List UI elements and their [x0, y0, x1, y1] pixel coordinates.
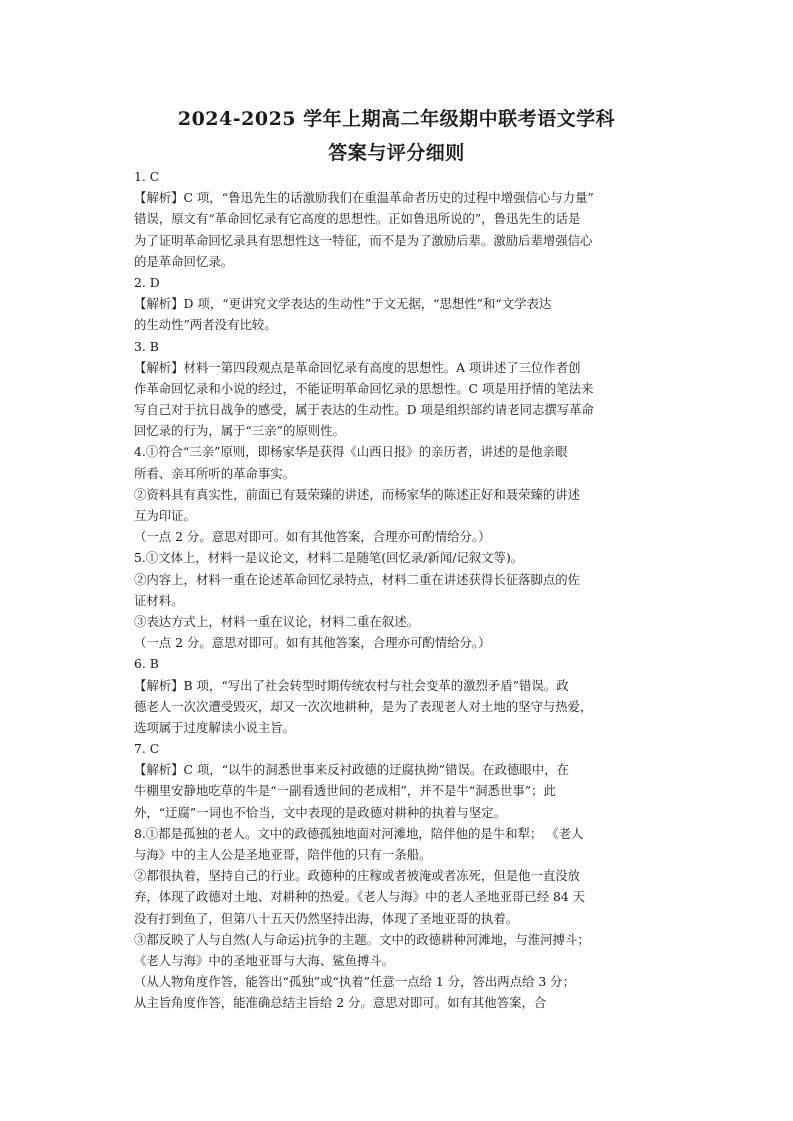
answer-line: 6. B: [134, 656, 159, 672]
document-title: 2024-2025 学年上期高二年级期中联考语文学科: [177, 108, 616, 130]
answer-line: 的是革命回忆录。: [134, 253, 234, 269]
answer-line: （从人物角度作答，能答出“孤独”或“执着”任意一点给 1 分，答出两点给 3 分；: [134, 974, 575, 990]
answer-line: 【解析】C 项，“以牛的洞悉世事来反衬政德的迂腐执拗”错误。在政德眼中，在: [134, 762, 569, 778]
answer-line: 德老人一次次遭受毁灭，却又一次次地耕种，是为了表现老人对土地的坚守与热爱，: [134, 698, 593, 714]
answer-line: 3. B: [134, 338, 159, 354]
answer-line: （一点 2 分。意思对即可。如有其他答案，合理亦可酌情给分。）: [134, 635, 491, 651]
document-subtitle: 答案与评分细则: [328, 142, 465, 164]
answer-line: ③表达方式上，材料一重在议论，材料二重在叙述。: [134, 613, 419, 629]
answer-line: 回忆录的行为，属于“三亲”的原则性。: [134, 423, 345, 439]
answer-line: 【解析】材料一第四段观点是革命回忆录有高度的思想性。A 项讲述了三位作者创: [134, 359, 581, 375]
answer-line: 外，“迂腐”一词也不恰当，文中表现的是政德对耕种的执着与坚定。: [134, 804, 506, 820]
answer-line: 证材料。: [134, 592, 184, 608]
answer-line: 写自己对于抗日战争的感受，属于表达的生动性。D 项是组织部约请老同志撰写革命: [134, 402, 594, 418]
answer-line: 没有打到鱼了，但第八十五天仍然坚持出海，体现了圣地亚哥的执着。: [134, 910, 519, 926]
answer-line: 1. C: [134, 169, 160, 184]
answer-line: 与海》中的主人公是圣地亚哥，陪伴他的只有一条船。: [134, 847, 432, 862]
answer-line: ③都反映了人与自然(人与命运)抗争的主题。文中的政德耕种河滩地，与淮河搏斗；: [134, 931, 590, 947]
answer-line: 作革命回忆录和小说的经过，不能证明革命回忆录的思想性。C 项是用抒情的笔法来: [134, 380, 594, 396]
answer-line: ②资料具有真实性，前面已有聂荣臻的讲述，而杨家华的陈述正好和聂荣臻的讲述: [134, 486, 581, 502]
answer-line: 从主旨角度作答，能准确总结主旨给 2 分。意思对即可。如有其他答案，合: [134, 995, 547, 1011]
answer-line: 选项属于过度解读小说主旨。: [134, 719, 296, 735]
answer-line: （一点 2 分。意思对即可。如有其他答案，合理亦可酌情给分。）: [134, 529, 491, 545]
answer-line: 4.①符合“三亲”原则，即杨家华是获得《山西日报》的亲历者，讲述的是他亲眼: [134, 444, 568, 460]
answer-line: 【解析】D 项，“更讲究文学表达的生动性”于文无据，“思想性”和“文学表达: [134, 296, 552, 312]
answer-line: 5.①文体上，材料一是议论文，材料二是随笔(回忆录/新闻/记叙文等)。: [134, 550, 524, 566]
answer-line: 所看、亲耳所听的革命事实。: [134, 465, 296, 481]
answer-line: 7. C: [134, 741, 160, 757]
answer-line: 的生动性”两者没有比较。: [134, 317, 277, 333]
answer-line: 8.①都是孤独的老人。文中的政德孤独地面对河滩地，陪伴他的是牛和犁； 《老人: [134, 825, 584, 841]
answer-line: 互为印证。: [134, 508, 196, 523]
answer-body: [134, 166, 674, 1014]
answer-line: 《老人与海》中的圣地亚哥与大海、鲨鱼搏斗。: [134, 952, 395, 968]
answer-line: ②都很执着，坚持自己的行业。政德种的庄稼或者被淹或者冻死，但是他一直没放: [134, 868, 581, 884]
answer-line: 【解析】C 项，“鲁迅先生的话激励我们在重温革命者历史的过程中增强信心与力量”: [134, 190, 594, 206]
answer-line: 弃，体现了政德对土地、对耕种的热爱。《老人与海》中的老人圣地亚哥已经 84 天: [134, 889, 586, 905]
answer-line: 2. D: [134, 274, 160, 290]
answer-line: ②内容上，材料一重在论述革命回忆录特点，材料二重在讲述获得长征落脚点的佐: [134, 571, 581, 587]
answer-line: 牛棚里安静地吃草的牛是“一副看透世间的老成相”，并不是牛“洞悉世事”；此: [134, 783, 556, 799]
answer-line: 【解析】B 项，“写出了社会转型时期传统农村与社会变革的激烈矛盾”错误。政: [134, 677, 569, 693]
answer-line: 错误，原文有“革命回忆录有它高度的思想性。正如鲁迅所说的”，鲁迅先生的话是: [134, 211, 581, 227]
answer-line: 为了证明革命回忆录具有思想性这一特征，而不是为了激励后辈。激励后辈增强信心: [134, 232, 593, 248]
